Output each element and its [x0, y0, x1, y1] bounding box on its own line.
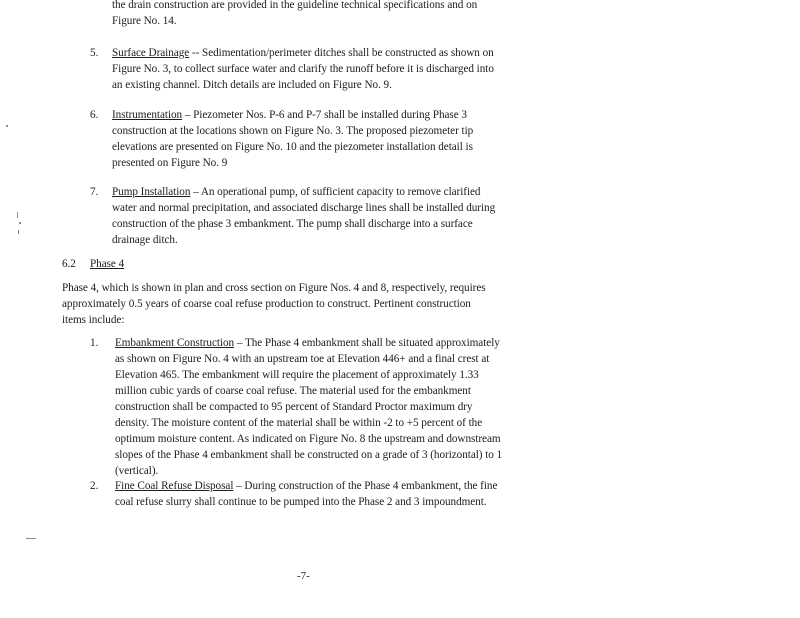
item-title: Fine Coal Refuse Disposal — [115, 480, 234, 492]
item-first-line-text: – Piezometer Nos. P-6 and P-7 shall be installed during Phase 3 — [182, 109, 467, 121]
scan-speck — [6, 125, 8, 127]
item-number: 5. — [90, 47, 99, 59]
item-line: elevations are presented on Figure No. 10 and the piezometer installation detail is — [112, 141, 473, 153]
scan-speck — [19, 222, 21, 224]
item-line: construction shall be compacted to 95 percent of Standard Proctor maximum dry — [115, 401, 473, 413]
item-line: construction at the locations shown on Figure No. 3. The proposed piezometer tip — [112, 125, 474, 137]
item-first-line-text: – The Phase 4 embankment shall be situated approximately — [234, 337, 500, 349]
paragraph-line: items include: — [62, 314, 125, 326]
item-line: as shown on Figure No. 4 with an upstream toe at Elevation 446+ and a final crest at — [115, 353, 490, 365]
item-first-line — [115, 335, 502, 351]
item-line: water and normal precipitation, and associated discharge lines shall be installed during — [112, 202, 496, 214]
item-line: density. The moisture content of the material shall be within -2 to +5 percent of the — [115, 417, 483, 429]
paragraph-line: Phase 4, which is shown in plan and cross section on Figure Nos. 4 and 8, respectively, requires — [62, 282, 486, 294]
paragraph-line: approximately 0.5 years of coarse coal refuse production to construct. Pertinent construction — [62, 298, 471, 310]
item-first-line — [112, 107, 473, 123]
item-title: Embankment Construction — [115, 337, 235, 349]
item-line: Elevation 465. The embankment will require the placement of approximately 1.33 — [115, 369, 479, 381]
item-line: construction of the phase 3 embankment. The pump shall discharge into a surface — [112, 218, 473, 230]
paragraph-line: Figure No. 14. — [112, 15, 177, 27]
item-first-line — [112, 184, 495, 200]
item-number: 7. — [90, 186, 99, 198]
item-body — [112, 107, 473, 171]
section-title: Phase 4 — [90, 258, 125, 270]
item-title: Instrumentation — [112, 109, 183, 121]
item-first-line-text: – An operational pump, of sufficient capacity to remove clarified — [190, 186, 481, 198]
item-title: Pump Installation — [112, 186, 191, 198]
scan-speck — [26, 538, 36, 539]
item-first-line-text: -- Sedimentation/perimeter ditches shall be constructed as shown on — [189, 47, 494, 59]
item-body — [115, 478, 497, 510]
item-line: million cubic yards of coarse coal refuse. The material used for the embankment — [115, 385, 471, 397]
item-line: (vertical). — [115, 465, 159, 477]
continuation-paragraph — [112, 0, 477, 29]
item-number: 6. — [90, 109, 99, 121]
item-line: an existing channel. Ditch details are included on Figure No. 9. — [112, 79, 392, 91]
item-first-line-text: – During construction of the Phase 4 embankment, the fine — [233, 480, 498, 492]
scan-speck — [17, 212, 18, 218]
item-body — [115, 335, 502, 479]
item-number: 1. — [90, 337, 99, 349]
item-line: Figure No. 3, to collect surface water and clarify the runoff before it is discharged into — [112, 63, 494, 75]
scan-speck — [18, 230, 19, 234]
item-body — [112, 184, 495, 248]
item-first-line — [115, 478, 497, 494]
item-title: Surface Drainage — [112, 47, 190, 59]
item-line: drainage ditch. — [112, 234, 178, 246]
intro-paragraph — [62, 280, 486, 328]
item-body — [112, 45, 494, 93]
paragraph-line: the drain construction are provided in the guideline technical specifications and on — [112, 0, 478, 11]
section-number: 6.2 — [62, 258, 76, 270]
item-line: coal refuse slurry shall continue to be pumped into the Phase 2 and 3 impoundment. — [115, 496, 487, 508]
item-line: optimum moisture content. As indicated on Figure No. 8 the upstream and downstream — [115, 433, 501, 445]
item-line: slopes of the Phase 4 embankment shall be constructed on a grade of 3 (horizontal) to 1 — [115, 449, 503, 461]
item-first-line — [112, 45, 494, 61]
item-line: presented on Figure No. 9 — [112, 157, 228, 169]
page-number: -7- — [297, 570, 310, 582]
item-number: 2. — [90, 480, 99, 492]
